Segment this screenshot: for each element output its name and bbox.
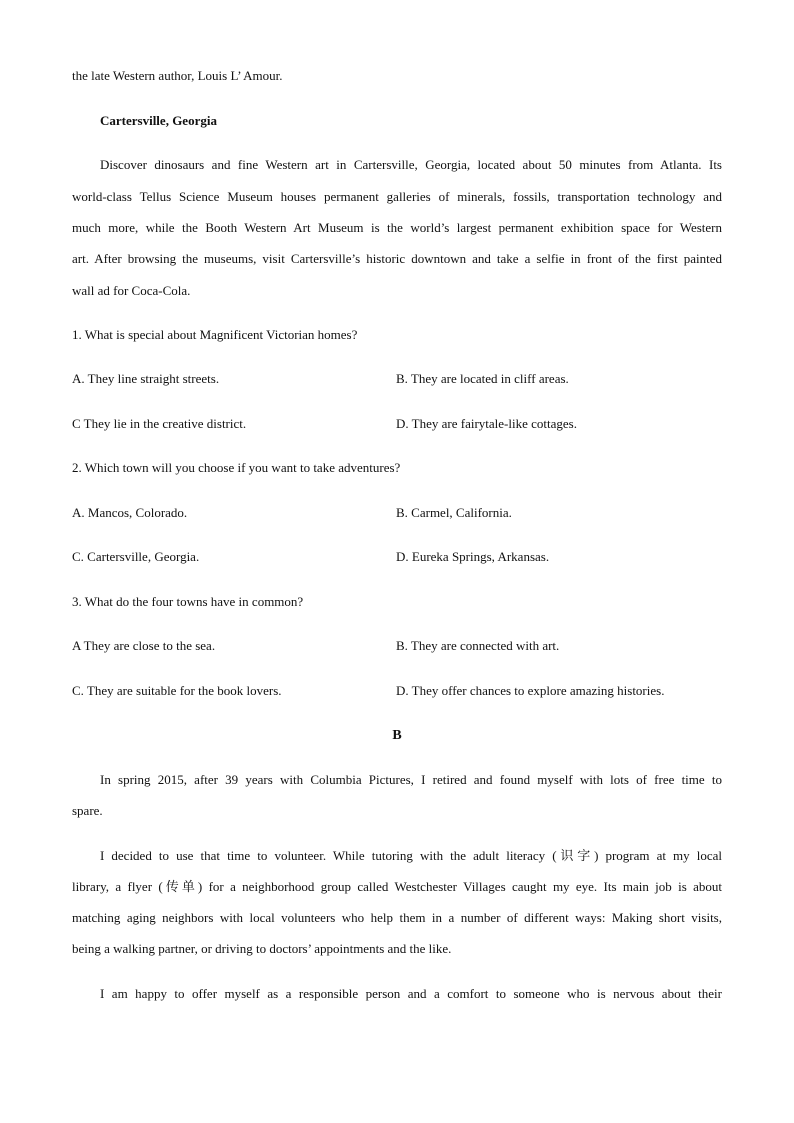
- passage-a-line: Discover dinosaurs and fine Western art in Cartersville, Georgia, located about 50 minutes from Atlanta. Its: [100, 157, 722, 172]
- question-1-option-b: B. They are located in cliff areas.: [396, 371, 569, 386]
- passage-b-line: I decided to use that time to volunteer. While tutoring with the adult literacy (识字) program at my local: [100, 848, 722, 863]
- question-3-option-b: B. They are connected with art.: [396, 638, 560, 653]
- question-2-option-b: B. Carmel, California.: [396, 505, 512, 520]
- passage-a-carry-line: the late Western author, Louis L’ Amour.: [72, 68, 283, 83]
- question-2-option-a: A. Mancos, Colorado.: [72, 505, 188, 520]
- passage-b-line: I am happy to offer myself as a responsible person and a comfort to someone who is nervous about their: [100, 986, 722, 1001]
- passage-b-line: In spring 2015, after 39 years with Columbia Pictures, I retired and found myself with lots of free time to: [100, 772, 722, 787]
- question-2-stem: 2. Which town will you choose if you want to take adventures?: [72, 460, 401, 475]
- passage-a-line: much more, while the Booth Western Art Museum is the world’s largest permanent exhibition space for Western: [72, 220, 722, 235]
- passage-b-line: library, a flyer (传单) for a neighborhood group called Westchester Villages caught my eye. Its main job is about: [72, 879, 722, 894]
- passage-b-label: B: [392, 728, 402, 743]
- passage-a-line: wall ad for Coca-Cola.: [72, 283, 191, 298]
- question-3-stem: 3. What do the four towns have in common?: [72, 594, 304, 609]
- passage-b-line: spare.: [72, 803, 103, 818]
- question-3-option-c: C. They are suitable for the book lovers.: [72, 683, 282, 698]
- passage-b-line: being a walking partner, or driving to doctors’ appointments and the like.: [72, 941, 452, 956]
- passage-a-line: art. After browsing the museums, visit Cartersville’s historic downtown and take a selfie in front of the first painted: [72, 251, 722, 266]
- question-3-option-a: A They are close to the sea.: [72, 638, 216, 653]
- question-1-option-a: A. They line straight streets.: [72, 371, 220, 386]
- question-1-option-c: C They lie in the creative district.: [72, 416, 247, 431]
- question-2-option-d: D. Eureka Springs, Arkansas.: [396, 549, 550, 564]
- passage-b-line: matching aging neighbors with local volunteers who help them in a number of different ways: Making short visits,: [72, 910, 722, 925]
- question-2-option-c: C. Cartersville, Georgia.: [72, 549, 200, 564]
- section-title-cartersville: Cartersville, Georgia: [100, 113, 217, 128]
- passage-a-line: world-class Tellus Science Museum houses permanent galleries of minerals, fossils, transportation technology and: [72, 189, 722, 204]
- question-1-stem: 1. What is special about Magnificent Victorian homes?: [72, 327, 358, 342]
- question-1-option-d: D. They are fairytale-like cottages.: [396, 416, 577, 431]
- question-3-option-d: D. They offer chances to explore amazing histories.: [396, 683, 665, 698]
